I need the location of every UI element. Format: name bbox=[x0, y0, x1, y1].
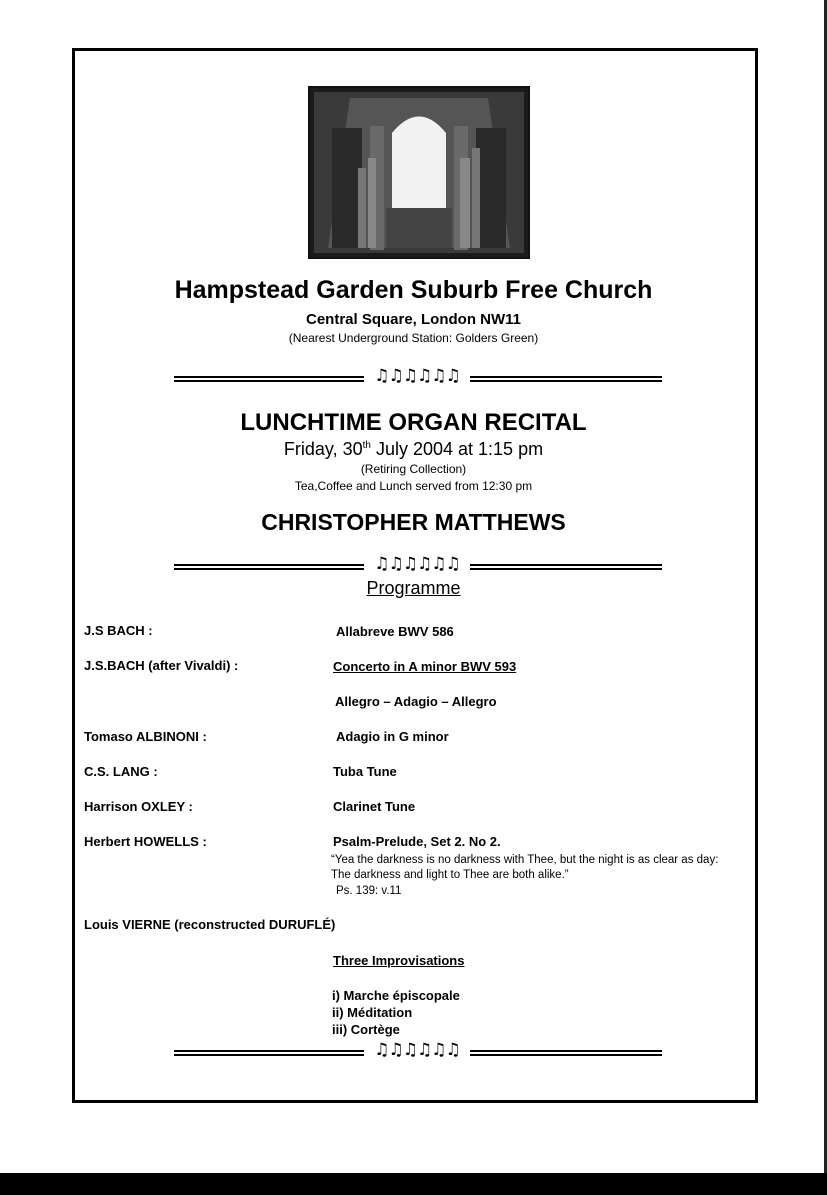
church-name: Hampstead Garden Suburb Free Church bbox=[174, 276, 653, 304]
work-title: Allabreve BWV 586 bbox=[336, 624, 454, 639]
work-title: Adagio in G minor bbox=[336, 729, 449, 744]
composer: C.S. LANG : bbox=[84, 764, 158, 779]
collection-note: (Retiring Collection) bbox=[360, 462, 467, 476]
improvisation-item: iii) Cortège bbox=[332, 1022, 400, 1037]
composer: Tomaso ALBINONI : bbox=[84, 729, 207, 744]
organ-illustration bbox=[310, 88, 528, 257]
event-title: LUNCHTIME ORGAN RECITAL bbox=[240, 409, 587, 436]
work-title: Psalm-Prelude, Set 2. No 2. bbox=[333, 834, 501, 849]
event-date: Friday, 30th July 2004 at 1:15 pm bbox=[283, 439, 544, 459]
composer: Louis VIERNE (reconstructed DURUFLÉ) bbox=[84, 917, 336, 932]
work-title: Clarinet Tune bbox=[333, 799, 416, 814]
nearest-station: (Nearest Underground Station: Golders Green) bbox=[288, 331, 539, 345]
music-divider bbox=[174, 554, 662, 576]
performer-name: CHRISTOPHER MATTHEWS bbox=[261, 509, 566, 535]
composer: Herbert HOWELLS : bbox=[84, 834, 207, 849]
scan-bottom-bar bbox=[0, 1173, 827, 1195]
psalm-reference: Ps. 139: v.11 bbox=[336, 885, 402, 897]
improvisation-item: ii) Méditation bbox=[332, 1005, 413, 1020]
improvisation-item: i) Marche épiscopale bbox=[332, 988, 460, 1003]
music-divider bbox=[174, 1040, 662, 1062]
work-title: Concerto in A minor BWV 593 bbox=[333, 659, 517, 674]
composer: J.S.BACH (after Vivaldi) : bbox=[84, 658, 239, 673]
music-divider bbox=[174, 366, 662, 388]
church-organ-photo bbox=[308, 86, 530, 259]
composer: Harrison OXLEY : bbox=[84, 799, 193, 814]
music-notes-icon: ♫♫♫♫♫♫ bbox=[374, 366, 460, 386]
refreshments-note: Tea,Coffee and Lunch served from 12:30 pm bbox=[294, 479, 533, 493]
music-notes-icon: ♫♫♫♫♫♫ bbox=[374, 554, 460, 574]
work-movements: Allegro – Adagio – Allegro bbox=[335, 694, 497, 709]
psalm-quote: “Yea the darkness is no darkness with Thee, but the night is as clear as day: The darkness and light to Thee are both alike.” bbox=[331, 854, 719, 881]
music-notes-icon: ♫♫♫♫♫♫ bbox=[374, 1040, 460, 1060]
programme-heading: Programme bbox=[366, 578, 461, 598]
church-address: Central Square, London NW11 bbox=[305, 311, 522, 328]
composer: J.S BACH : bbox=[84, 623, 153, 638]
work-title: Tuba Tune bbox=[333, 764, 397, 779]
work-title: Three Improvisations bbox=[333, 953, 465, 968]
